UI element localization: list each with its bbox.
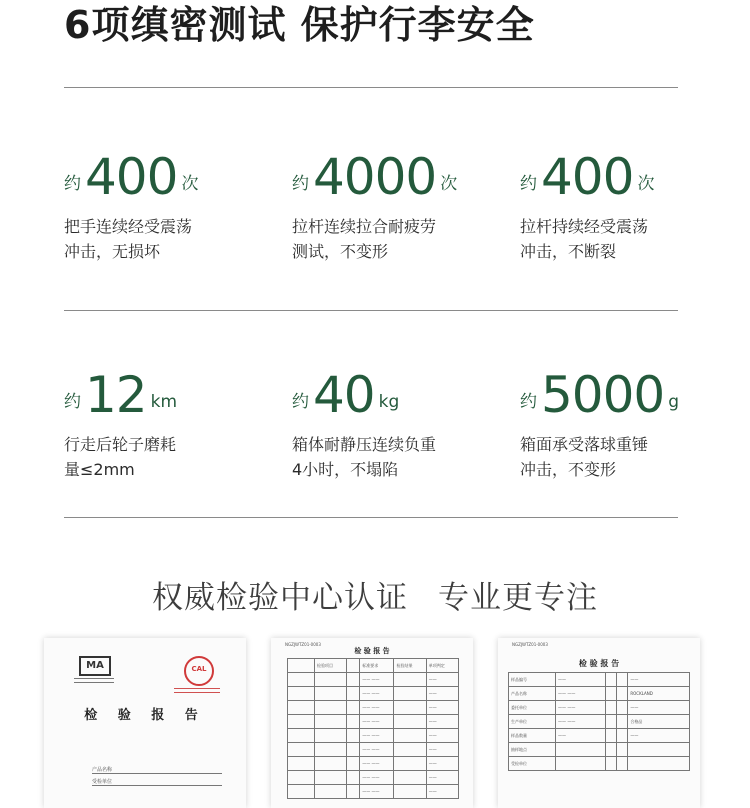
stat-unit: kg (378, 392, 400, 412)
report-cover-title: 检 验 报 告 (84, 708, 206, 723)
cal-seal-icon: CAL (184, 656, 214, 686)
stat-desc-line: 箱体耐静压连续负重 (292, 435, 437, 454)
stat-unit: 次 (440, 174, 458, 194)
divider-top (64, 87, 678, 88)
stat-value: 12 (85, 366, 147, 424)
stat-unit: 次 (637, 174, 655, 194)
stat-desc-line: 冲击，不变形 (520, 460, 617, 479)
stat-value: 5000 (541, 366, 665, 424)
report-cover-image (44, 638, 246, 808)
stat-unit: km (150, 392, 178, 412)
stat-prefix: 约 (520, 174, 537, 194)
stat-desc-line: 冲击，无损坏 (64, 242, 161, 261)
stat-unit: 次 (181, 174, 199, 194)
stat-prefix: 约 (292, 392, 309, 412)
divider-bottom (64, 517, 678, 518)
report-table-image (271, 638, 473, 808)
stat-desc-line: 冲击，不断裂 (520, 242, 617, 261)
stat-unit: g (668, 392, 680, 412)
cover-field-product: 产品名称 (92, 766, 222, 774)
stat-value: 400 (541, 148, 634, 206)
cover-field-unit: 受检单位 (92, 778, 222, 786)
ma-serial-lines (74, 678, 114, 683)
report-summary-image (498, 638, 700, 808)
stat-ball-drop (520, 358, 730, 482)
section-subtitle (0, 572, 750, 617)
stat-value: 400 (85, 148, 178, 206)
subtitle-right: 专业更专注 (438, 580, 598, 616)
report-summary-title: 检 验 报 告 (578, 659, 620, 668)
stat-wheel-wear (64, 358, 274, 482)
stat-desc-line: 行走后轮子磨耗 (64, 435, 177, 454)
stat-rod-shock (520, 140, 730, 264)
report-ref-number: NGZJWTZ01-0003 (512, 642, 548, 647)
stat-desc-line: 把手连续经受震荡 (64, 217, 193, 236)
ma-logo: MA (79, 656, 111, 676)
cal-seal-lines (174, 688, 220, 693)
stat-desc-line: 测试，不变形 (292, 242, 389, 261)
stat-desc-line: 量≤2mm (64, 460, 135, 479)
stat-prefix: 约 (64, 174, 81, 194)
stat-static-load (292, 358, 502, 482)
stat-value: 4000 (313, 148, 437, 206)
stat-handle-shock (64, 140, 274, 264)
stat-value: 40 (313, 366, 375, 424)
report-table-title: 检 验 报 告 (354, 647, 390, 655)
inspection-table: 检验项目 标准要求 检验结果 单项判定 —— —— —— —— —— —— —— —— —— —— —— —— —— —— —— —— —— —— —— —— —— —— —— —— —— —— —— (287, 658, 459, 799)
divider-middle (64, 310, 678, 311)
stat-rod-fatigue (292, 140, 502, 264)
stat-desc-line: 4小时，不塌陷 (292, 460, 399, 479)
stat-desc-line: 拉杆连续拉合耐疲劳 (292, 217, 437, 236)
summary-table: 样品编号 —— —— 产品名称 —— —— ROCKLAND 委托单位 —— —— —— 生产单位 —— —— 合格品 样品数量 —— —— 抽样地点 受检单位 (508, 672, 690, 771)
stat-prefix: 约 (520, 392, 537, 412)
stat-desc-line: 拉杆持续经受震荡 (520, 217, 649, 236)
stat-prefix: 约 (292, 174, 309, 194)
stat-desc-line: 箱面承受落球重锤 (520, 435, 649, 454)
page-title: 6项缜密测试 保护行李安全 (64, 3, 535, 47)
stat-prefix: 约 (64, 392, 81, 412)
subtitle-left: 权威检验中心认证 (152, 580, 408, 616)
report-ref-number: NGZJWTZ01-0003 (285, 642, 321, 647)
